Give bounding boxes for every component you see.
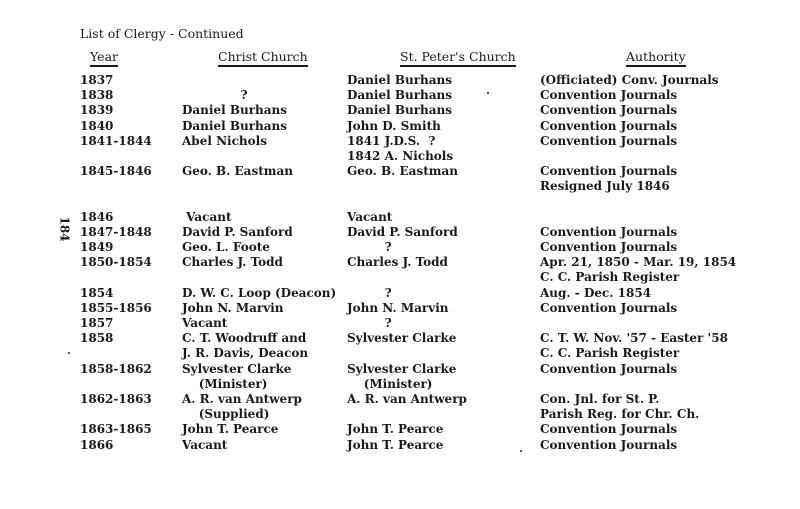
table-row	[0, 316, 800, 331]
year-cell: 1866	[80, 437, 114, 452]
christ-church-cell	[182, 331, 308, 361]
authority-cell	[540, 438, 677, 453]
year-cell: 1838	[80, 88, 114, 103]
authority-cell	[540, 286, 651, 301]
table-row	[0, 286, 800, 301]
table-row	[0, 119, 800, 134]
authority-cell-line: C. C. Parish Register	[540, 270, 680, 285]
year-cell: 1840	[80, 118, 114, 133]
st-peters-cell	[347, 331, 456, 346]
authority-cell-line: Apr. 21, 1850 - Mar. 19, 1854	[540, 255, 737, 270]
column-header-year: Year	[90, 50, 118, 67]
christ-church-cell-line: (Minister)	[182, 376, 268, 391]
page-title: List of Clergy - Continued	[80, 26, 244, 41]
st-peters-cell-line: A. R. van Antwerp	[347, 392, 467, 407]
scan-speck	[487, 92, 489, 94]
st-peters-cell-line: John D. Smith	[347, 118, 441, 133]
christ-church-cell-line: J. R. Davis, Deacon	[182, 346, 309, 361]
st-peters-cell-line: John N. Marvin	[347, 300, 449, 315]
st-peters-cell-line: Vacant	[347, 209, 393, 224]
authority-cell	[540, 362, 677, 377]
year-cell: 1841-1844	[80, 133, 152, 148]
christ-church-cell-line: David P. Sanford	[182, 224, 293, 239]
christ-church-cell-line: Charles J. Todd	[182, 255, 283, 270]
authority-cell	[540, 225, 677, 240]
authority-cell	[540, 301, 677, 316]
authority-cell-line: Convention Journals	[540, 88, 678, 103]
st-peters-cell	[347, 286, 392, 301]
table-row	[0, 164, 800, 210]
table-row	[0, 362, 800, 392]
authority-cell-line: Convention Journals	[540, 133, 678, 148]
year-cell: 1858-1862	[80, 361, 152, 376]
authority-cell-line: Parish Reg. for Chr. Ch.	[540, 407, 700, 422]
christ-church-cell	[182, 286, 336, 301]
st-peters-cell	[347, 422, 443, 437]
authority-cell-line: (Officiated) Conv. Journals	[540, 73, 719, 87]
st-peters-cell-line: ?	[347, 316, 392, 331]
christ-church-cell-line: (Supplied)	[182, 407, 270, 422]
st-peters-cell-line: Geo. B. Eastman	[347, 164, 458, 179]
christ-church-cell-line: Geo. B. Eastman	[182, 164, 293, 179]
authority-cell-line: Convention Journals	[540, 103, 678, 118]
table-row	[0, 103, 800, 118]
year-cell: 1837	[80, 73, 114, 87]
authority-cell	[540, 119, 677, 134]
christ-church-cell-line: Vacant	[182, 437, 228, 452]
christ-church-cell-line: Vacant	[182, 209, 232, 224]
table-row	[0, 210, 800, 225]
authority-cell-line: Aug. - Dec. 1854	[540, 285, 652, 300]
st-peters-cell	[347, 240, 392, 255]
authority-cell-line: Convention Journals	[540, 118, 678, 133]
authority-cell-line: Convention Journals	[540, 164, 678, 179]
st-peters-cell-line: David P. Sanford	[347, 224, 458, 239]
st-peters-cell	[347, 438, 443, 453]
authority-cell	[540, 422, 677, 437]
authority-cell-line: Convention Journals	[540, 422, 678, 437]
table-row	[0, 422, 800, 437]
st-peters-cell-line: John T. Pearce	[347, 437, 444, 452]
christ-church-cell	[182, 119, 287, 134]
table-row	[0, 240, 800, 255]
year-cell: 1850-1854	[80, 255, 152, 270]
authority-cell	[540, 240, 677, 255]
table-row	[0, 331, 800, 361]
table-row	[0, 134, 800, 164]
st-peters-cell	[347, 134, 453, 164]
table-row	[0, 73, 800, 88]
st-peters-cell	[347, 255, 448, 270]
clergy-table	[0, 73, 800, 453]
year-cell: 1857	[80, 316, 114, 331]
christ-church-cell	[182, 438, 227, 453]
st-peters-cell	[347, 210, 392, 225]
table-row	[0, 255, 800, 285]
year-cell: 1855-1856	[80, 300, 152, 315]
st-peters-cell	[347, 73, 452, 88]
christ-church-cell	[182, 362, 291, 392]
st-peters-cell	[347, 88, 452, 103]
st-peters-cell	[347, 103, 452, 118]
st-peters-cell	[347, 316, 392, 331]
st-peters-cell	[347, 392, 467, 407]
authority-cell	[540, 73, 719, 88]
christ-church-cell-line: ?	[182, 88, 248, 103]
year-cell: 1847-1848	[80, 224, 152, 239]
scan-speck	[68, 352, 70, 354]
st-peters-cell-line: John T. Pearce	[347, 422, 444, 437]
christ-church-cell	[182, 103, 287, 118]
column-header-st-peters-church: St. Peter's Church	[400, 50, 516, 67]
table-row	[0, 392, 800, 422]
christ-church-cell-line: Daniel Burhans	[182, 118, 288, 133]
authority-cell-line: Resigned July 1846	[540, 179, 670, 194]
column-header-authority: Authority	[626, 50, 686, 67]
christ-church-cell	[182, 225, 293, 240]
christ-church-cell	[182, 210, 232, 225]
st-peters-cell-line: Daniel Burhans	[347, 103, 453, 118]
column-header-christ-church: Christ Church	[218, 50, 308, 67]
table-row	[0, 438, 800, 453]
st-peters-cell	[347, 119, 441, 134]
authority-cell-line: Convention Journals	[540, 300, 678, 315]
year-cell: 1854	[80, 285, 114, 300]
christ-church-cell	[182, 301, 284, 316]
year-cell: 1846	[80, 209, 114, 224]
st-peters-cell-line: (Minister)	[347, 376, 433, 391]
st-peters-cell-line: 1842 A. Nichols	[347, 148, 454, 163]
authority-cell-line: Convention Journals	[540, 361, 678, 376]
authority-cell	[540, 103, 677, 118]
christ-church-cell	[182, 255, 283, 270]
st-peters-cell-line: Daniel Burhans	[347, 88, 453, 103]
table-row	[0, 225, 800, 240]
year-cell: 1858	[80, 331, 114, 346]
christ-church-cell	[182, 392, 302, 422]
authority-cell-line: Convention Journals	[540, 224, 678, 239]
christ-church-cell	[182, 164, 293, 179]
st-peters-cell-line: Charles J. Todd	[347, 255, 448, 270]
st-peters-cell-line: Daniel Burhans	[347, 73, 453, 87]
authority-cell-line: Convention Journals	[540, 437, 678, 452]
christ-church-cell-line: D. W. C. Loop (Deacon)	[182, 285, 337, 300]
authority-cell	[540, 88, 677, 103]
st-peters-cell	[347, 301, 449, 316]
christ-church-cell	[182, 88, 248, 103]
table-row	[0, 301, 800, 316]
christ-church-cell	[182, 422, 278, 437]
christ-church-cell-line: C. T. Woodruff and	[182, 331, 307, 346]
christ-church-cell-line: Geo. L. Foote	[182, 240, 270, 255]
page-number: 184	[57, 216, 72, 242]
st-peters-cell-line: ?	[347, 240, 392, 255]
year-cell: 1839	[80, 103, 114, 118]
year-cell: 1845-1846	[80, 164, 152, 179]
christ-church-cell-line: John N. Marvin	[182, 300, 284, 315]
christ-church-cell	[182, 316, 227, 331]
authority-cell-line: Con. Jnl. for St. P.	[540, 392, 660, 407]
christ-church-cell	[182, 240, 270, 255]
st-peters-cell-line: Sylvester Clarke	[347, 331, 457, 346]
table-row	[0, 88, 800, 103]
authority-cell	[540, 392, 699, 422]
christ-church-cell-line: Sylvester Clarke	[182, 361, 292, 376]
st-peters-cell-line: Sylvester Clarke	[347, 361, 457, 376]
christ-church-cell-line: Vacant	[182, 316, 228, 331]
st-peters-cell	[347, 225, 458, 240]
authority-cell-line: C. C. Parish Register	[540, 346, 680, 361]
christ-church-cell	[182, 134, 267, 149]
authority-cell	[540, 164, 677, 194]
st-peters-cell	[347, 164, 458, 179]
authority-cell	[540, 134, 677, 149]
year-cell: 1862-1863	[80, 392, 152, 407]
authority-cell	[540, 255, 736, 285]
christ-church-cell-line: Abel Nichols	[182, 133, 267, 148]
christ-church-cell-line: A. R. van Antwerp	[182, 392, 302, 407]
st-peters-cell-line: 1841 J.D.S. ?	[347, 133, 436, 148]
year-cell: 1849	[80, 240, 114, 255]
authority-cell	[540, 331, 728, 361]
scan-speck	[520, 450, 522, 452]
authority-cell-line: C. T. W. Nov. '57 - Easter '58	[540, 331, 728, 346]
christ-church-cell-line: John T. Pearce	[182, 422, 279, 437]
st-peters-cell-line: ?	[347, 285, 392, 300]
year-cell: 1863-1865	[80, 422, 152, 437]
christ-church-cell-line: Daniel Burhans	[182, 103, 288, 118]
st-peters-cell	[347, 362, 456, 392]
authority-cell-line: Convention Journals	[540, 240, 678, 255]
